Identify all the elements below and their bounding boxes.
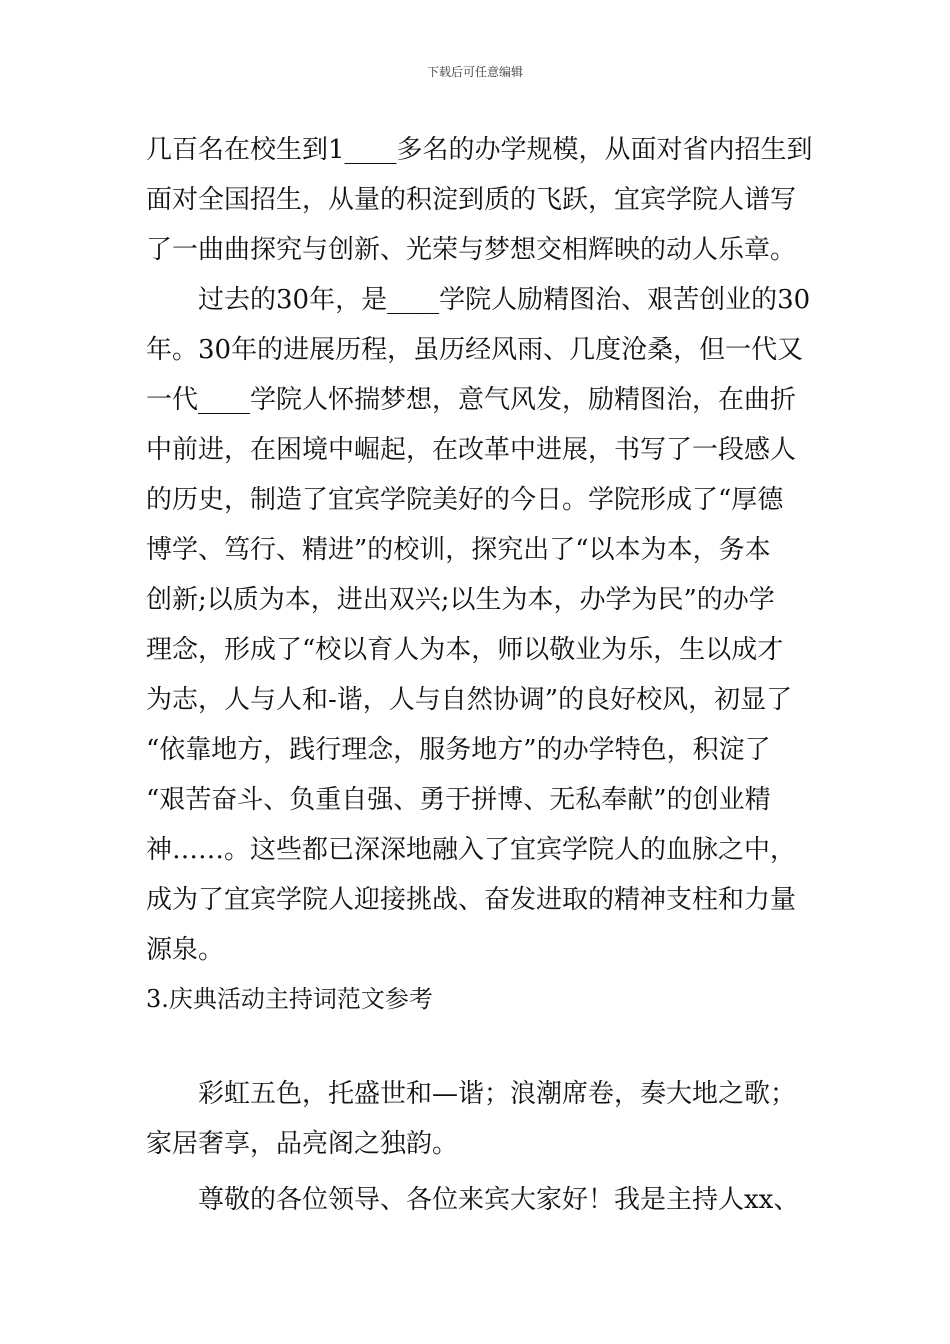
text-line: 创新;以质为本，进出双兴;以生为本，办学为民”的办学	[146, 585, 775, 615]
section-heading: 3.庆典活动主持词范文参考	[146, 985, 433, 1013]
text-line: 彩虹五色，托盛世和—谐；浪潮席卷，奏大地之歌；	[198, 1079, 797, 1109]
text-line: 神……。这些都已深深地融入了宜宾学院人的血脉之中，	[146, 835, 797, 865]
text-line: 源泉。	[146, 935, 225, 965]
text-line: 几百名在校生到1____多名的办学规模，从面对省内招生到	[146, 135, 813, 165]
text-line: “依靠地方，践行理念，服务地方”的办学特色，积淀了	[146, 735, 771, 765]
text-line: 尊敬的各位领导、各位来宾大家好！我是主持人xx、	[198, 1185, 800, 1215]
text-line: 了一曲曲探究与创新、光荣与梦想交相辉映的动人乐章。	[146, 235, 797, 265]
text-line: 一代____学院人怀揣梦想，意气风发，励精图治，在曲折	[146, 385, 797, 415]
text-line: 面对全国招生，从量的积淀到质的飞跃，宜宾学院人谱写	[146, 185, 797, 215]
text-line: 年。30年的进展历程，虽历经风雨、几度沧桑，但一代又	[146, 335, 804, 365]
text-line: 家居奢享，品亮阁之独韵。	[146, 1129, 459, 1159]
text-line: 理念，形成了“校以育人为本，师以敬业为乐，生以成才	[146, 635, 784, 665]
text-line: 成为了宜宾学院人迎接挑战、奋发进取的精神支柱和力量	[146, 885, 797, 915]
text-line: 博学、笃行、精进”的校训，探究出了“以本为本，务本	[146, 535, 771, 565]
page-header: 下载后可任意编辑	[426, 65, 523, 79]
text-line: 的历史，制造了宜宾学院美好的今日。学院形成了“厚德	[146, 485, 784, 515]
text-line: 为志，人与人和-谐，人与自然协调”的良好校风，初显了	[146, 685, 793, 715]
text-line: 中前进，在困境中崛起，在改革中进展，书写了一段感人	[146, 435, 797, 465]
text-line: 过去的30年，是____学院人励精图治、艰苦创业的30	[198, 285, 811, 315]
text-line: “艰苦奋斗、负重自强、勇于拼博、无私奉献”的创业精	[146, 785, 771, 815]
